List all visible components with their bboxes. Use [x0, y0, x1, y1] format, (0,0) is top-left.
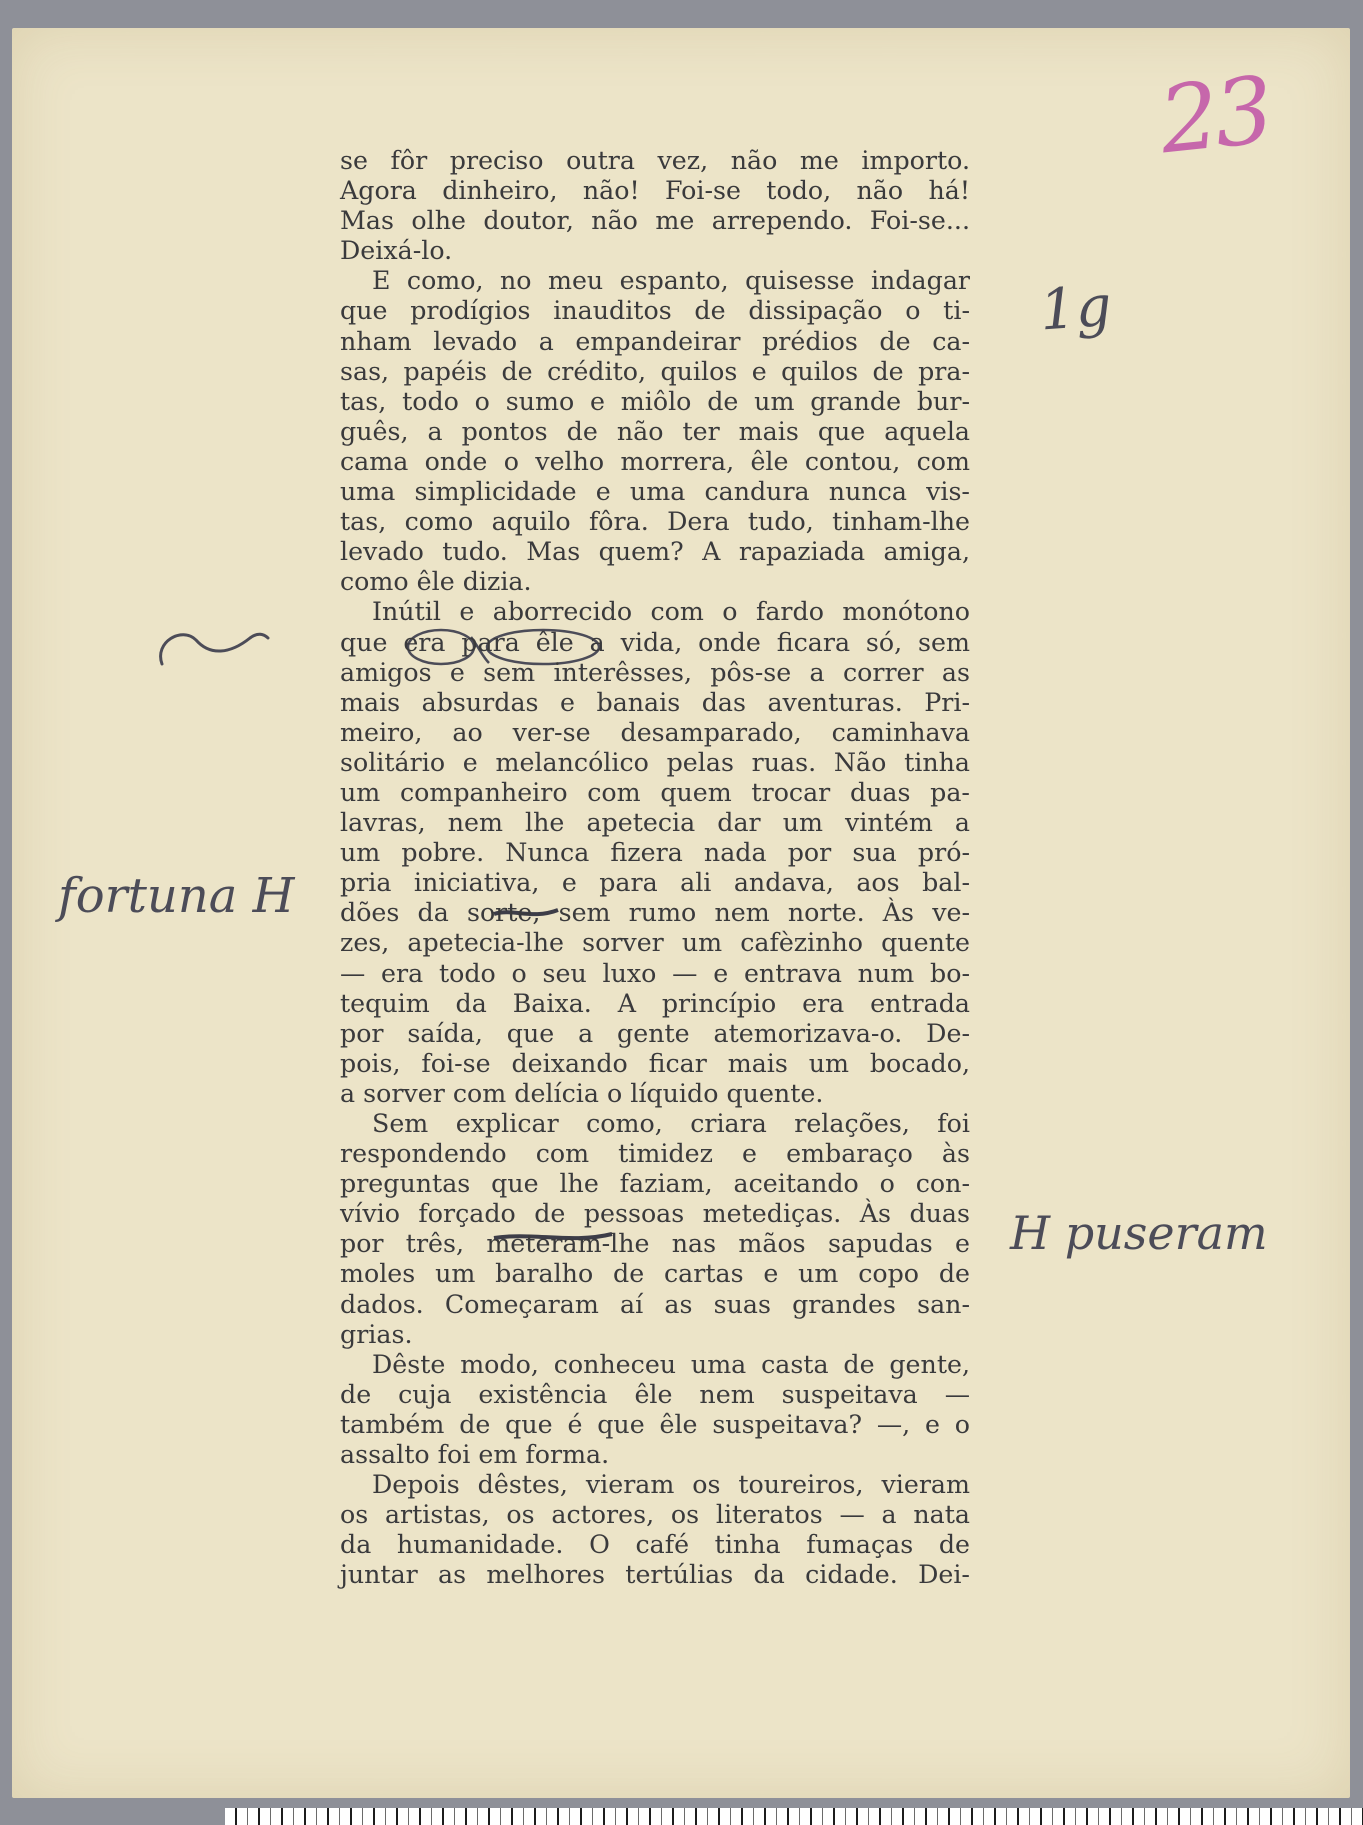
text-line: de cuja existência êle nem suspeitava —	[340, 1379, 970, 1409]
text-line: sas, papéis de crédito, quilos e quilos de pra-	[340, 356, 970, 386]
text-line: um pobre. Nunca fizera nada por sua pró-	[340, 838, 970, 868]
text-line: Sem explicar como, criara relações, foi	[372, 1109, 970, 1138]
text-line: Inútil e aborrecido com o fardo monótono	[372, 597, 970, 627]
text-line: como êle dizia.	[340, 567, 532, 597]
text-line: por três, meteram-lhe nas mãos sapudas e	[340, 1229, 970, 1259]
text-line: lavras, nem lhe apetecia dar um vintém a	[340, 808, 970, 838]
text-line: cama onde o velho morrera, êle contou, com	[340, 446, 970, 476]
text-line: E como, no meu espanto, quisesse indagar	[372, 266, 970, 296]
text-line: tas, todo o sumo e miôlo de um grande bur-	[340, 386, 970, 416]
text-line: dões da sorte, sem rumo nem norte. Às ve-	[340, 898, 970, 928]
text-line: Agora dinheiro, não! Foi-se todo, não há!	[340, 176, 970, 206]
text-line: solitário e melancólico pelas ruas. Não tinha	[340, 747, 970, 777]
text-line: que prodígios inauditos de dissipação o ti-	[340, 296, 970, 326]
text-line: um companheiro com quem trocar duas pa-	[340, 777, 970, 807]
tilde-transpose-mark	[152, 612, 272, 672]
text-line: a sorver com delícia o líquido quente.	[340, 1078, 824, 1108]
text-line: grias.	[340, 1319, 413, 1349]
text-line: que era para êle a vida, onde ficara só, sem	[340, 627, 970, 657]
text-line: pois, foi-se deixando ficar mais um bocado,	[340, 1048, 970, 1078]
text-line: preguntas que lhe faziam, aceitando o con-	[340, 1169, 970, 1199]
text-line: guês, a pontos de não ter mais que aquela	[340, 416, 970, 446]
text-line: uma simplicidade e uma candura nunca vis-	[340, 477, 970, 507]
text-line: vívio forçado de pessoas metediças. Às duas	[340, 1199, 970, 1229]
margin-note-left: fortuna H	[58, 868, 295, 924]
text-line: por saída, que a gente atemorizava-o. De-	[340, 1018, 970, 1048]
text-line: amigos e sem interêsses, pôs-se a correr as	[340, 657, 970, 687]
text-line: moles um baralho de cartas e um copo de	[340, 1259, 970, 1289]
text-line: da humanidade. O café tinha fumaças de	[340, 1530, 970, 1560]
text-line: zes, apetecia-lhe sorver um cafèzinho quente	[340, 928, 970, 958]
typed-body-text	[340, 146, 970, 1591]
text-line: tequim da Baixa. A princípio era entrada	[340, 988, 970, 1018]
text-line: pria iniciativa, e para ali andava, aos bal-	[340, 868, 970, 898]
margin-note-top-right: 1g	[1037, 273, 1114, 344]
text-line: também de que é que êle suspeitava? —, e o	[340, 1409, 970, 1439]
text-line: respondendo com timidez e embaraço às	[340, 1139, 970, 1169]
text-line: juntar as melhores tertúlias da cidade. Dei-	[340, 1560, 970, 1590]
text-line: mais absurdas e banais das aventuras. Pri-	[340, 687, 970, 717]
text-line: os artistas, os actores, os literatos — a nata	[340, 1500, 970, 1530]
text-line: Depois dêstes, vieram os toureiros, vieram	[372, 1470, 970, 1500]
page-number: 23	[1154, 56, 1275, 175]
margin-note-right: H puseram	[1010, 1206, 1268, 1260]
measurement-ruler	[225, 1808, 1363, 1825]
text-line: tas, como aquilo fôra. Dera tudo, tinham-lhe	[340, 507, 970, 537]
text-line: dados. Começaram aí as suas grandes san-	[340, 1289, 970, 1319]
text-line: meiro, ao ver-se desamparado, caminhava	[340, 717, 970, 747]
text-line: — era todo o seu luxo — e entrava num bo-	[340, 958, 970, 988]
text-line: se fôr preciso outra vez, não me importo.	[340, 146, 970, 175]
text-line: nham levado a empandeirar prédios de ca-	[340, 326, 970, 356]
text-line: Mas olhe doutor, não me arrependo. Foi-se...	[340, 206, 970, 236]
text-line: assalto foi em forma.	[340, 1440, 610, 1470]
text-line: levado tudo. Mas quem? A rapaziada amiga,	[340, 537, 970, 567]
text-line: Dêste modo, conheceu uma casta de gente,	[372, 1349, 970, 1379]
text-line: Deixá-lo.	[340, 236, 453, 266]
